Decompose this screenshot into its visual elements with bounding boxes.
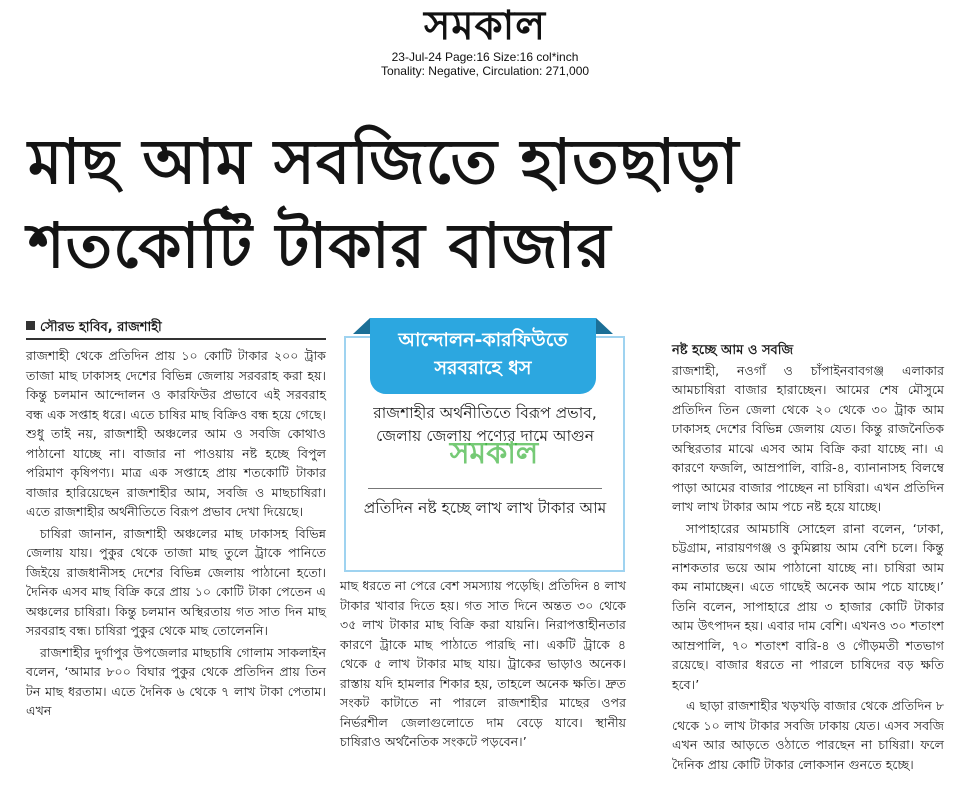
paragraph: রাজশাহীর দুর্গাপুর উপজেলার মাছচাষি গোলাম সাকলাইন বলেন, ‘আমার ৮০০ বিঘার পুকুর থেকে প্রতিদিন প্রায় তিন টন মাছ ধরতাম। এতে দৈনিক ৬ থেকে ৭ লাখ টাকা পেতাম। এখন bbox=[26, 644, 326, 718]
headline bbox=[28, 120, 928, 288]
highlight-banner: আন্দোলন-কারফিউতে সরবরাহে ধস bbox=[370, 318, 596, 394]
banner-fold-right bbox=[596, 318, 613, 334]
headline-line1: মাছ আম সবজিতে হাতছাড়া bbox=[28, 125, 740, 198]
paragraph: রাজশাহী থেকে প্রতিদিন প্রায় ১০ কোটি টাকার ২০০ ট্রাক তাজা মাছ ঢাকাসহ দেশের বিভিন্ন জেলায় সরবরাহ করা হয়। কিন্তু চলমান আন্দোলন ও কারফিউর প্রভাবে এই সরবরাহ বন্ধ এক সপ্তাহ ধরে। এতে চাষির মাছ বিক্রিও বন্ধ হয়ে গেছে। শুধু তাই নয়, রাজশাহী অঞ্চলের আম ও সবজি কোথাও পাঠানো যাচ্ছে না। বাজার না পাওয়ায় নষ্ট হচ্ছে বিপুল পরিমাণ কৃষিপণ্য। মাত্র এক সপ্তাহে প্রায় শতকোটি টাকার বাজার হারিয়েছেন রাজশাহীর আম, সবজি ও মাছচাষিরা। এতে রাজশাহীর অর্থনীতিতে বিরূপ প্রভাব দেখা দিয়েছে। bbox=[26, 348, 326, 519]
headline-line2: শতকোটি টাকার বাজার bbox=[28, 209, 612, 282]
paragraph: চাষিরা জানান, রাজশাহী অঞ্চলের মাছ ঢাকাসহ বিভিন্ন জেলায় যায়। পুকুর থেকে তাজা মাছ তুলে ট্রাকে পানিতে জিইয়ে রাজধানীসহ দেশের বিভিন্ন জেলায় পাঠানো হতো। দৈনিক এসব মাছ বিক্রি করে প্রায় ১০ কোটি টাকা পেতেন এ অঞ্চলের চাষিরা। কিন্তু চলমান অস্থিরতায় গত সাত দিন মাছ সরবরাহ বন্ধ। চাষিরা পুকুর থেকে মাছ তোলেননি। bbox=[26, 525, 326, 638]
bullet-square-icon bbox=[26, 321, 35, 330]
byline bbox=[26, 318, 326, 338]
clipping-meta-line1: 23-Jul-24 Page:16 Size:16 col*inch bbox=[391, 50, 579, 64]
byline-text: সৌরভ হাবিব, রাজশাহী bbox=[40, 320, 162, 335]
highlight-quote-2: প্রতিদিন নষ্ট হচ্ছে লাখ লাখ টাকার আম bbox=[363, 499, 607, 517]
paragraph: রাজশাহী, নওগাঁ ও চাঁপাইনবাবগঞ্জ এলাকার আমচাষিরা বাজার হারাচ্ছেন। আমের শেষ মৌসুমে প্রতিদিন তিন জেলা থেকে ২০ থেকে ৩০ ট্রাক আম ঢাকাসহ দেশের বিভিন্ন জেলায় যেত। কিন্তু রাজনৈতিক অস্থিরতার মাঝে এসব আম বিক্রি করা যাচ্ছে না। এ কারণে ফজলি, আম্রপালি, বারি-৪, ব্যানানাসহ বিলম্বে পাড়া আমের বাজার পাচ্ছেন না চাষিরা। এখন প্রতিদিন লাখ লাখ টাকার আম পচে নষ্ট হয়ে যাচ্ছে। bbox=[672, 362, 944, 514]
watermark-logo: সমকাল bbox=[449, 436, 539, 471]
highlight-quote-1: রাজশাহীর অর্থনীতিতে বিরূপ প্রভাব, জেলায় জেলায় পণ্যের দামে আগুন bbox=[373, 404, 597, 445]
article-column-3 bbox=[672, 341, 944, 774]
paragraph: এ ছাড়া রাজশাহীর খড়খড়ি বাজার থেকে প্রতিদিন ৮ থেকে ১০ লাখ টাকার সবজি ঢাকায় যেত। এসব সবজি এখন আর আড়তে ওঠাতে পারছেন না চাষিরা। ফলে দৈনিক প্রায় কোটি টাকার লোকসান গুনতে হচ্ছে। bbox=[672, 698, 944, 772]
highlight-divider bbox=[368, 488, 602, 489]
clipping-meta-line2: Tonality: Negative, Circulation: 271,000 bbox=[380, 64, 590, 78]
banner-fold-left bbox=[353, 318, 370, 334]
section-subhead: নষ্ট হচ্ছে আম ও সবজি bbox=[672, 343, 794, 358]
byline-rule bbox=[26, 338, 326, 340]
paragraph: মাছ ধরতে না পেরে বেশ সমস্যায় পড়েছি। প্রতিদিন ৪ লাখ টাকার খাবার দিতে হয়। গত সাত দিনে অন্তত ৩০ থেকে ৩৫ লাখ টাকার মাছ বিক্রি করা যায়নি। নিরাপত্তাহীনতার কারণে ট্রাকে মাছ পাঠাতে পারছি না। একটি ট্রাকে ৪ থেকে ৫ লাখ টাকার মাছ যায়। ট্রাকের ভাড়াও অনেক। রাস্তায় যদি হামলার শিকার হয়, তাহলে অনেক ক্ষতি। দ্রুত সংকট কাটাতে না পারলে রাজশাহীর মাছের ওপর নির্ভরশীল জেলাগুলোতে দাম বেড়ে যাবে। স্থানীয় চাষিরাও অর্থনৈতিক সংকটে পড়বেন।’ bbox=[340, 578, 626, 749]
article-column-2 bbox=[340, 576, 626, 752]
paragraph: সাপাহারের আমচাষি সোহেল রানা বলেন, ‘ঢাকা, চট্টগ্রাম, নারায়ণগঞ্জ ও কুমিল্লায় আম বেশি চলে। কিন্তু নাশকতার ভয়ে আম পাঠানো যাচ্ছে না। চাষিরা আম কম নামাচ্ছেন। এতে গাছেই অনেক আম পচে যাচ্ছে।’ তিনি বলেন, সাপাহারে প্রায় ৩ হাজার কোটি টাকার আম উৎপাদন হয়। এবার দাম বেশি। এখনও ৩০ শতাংশ আম্রপালি, ৭০ শতাংশ বারি-৪ ও গৌড়মতী শতভাগ রয়েছে। বাজার ধরতে না পারলে চাষিদের বড় ক্ষতি হবে।’ bbox=[672, 520, 944, 692]
masthead bbox=[0, 2, 970, 78]
article-column-1 bbox=[26, 346, 326, 721]
newspaper-logo: সমকাল bbox=[423, 2, 547, 49]
